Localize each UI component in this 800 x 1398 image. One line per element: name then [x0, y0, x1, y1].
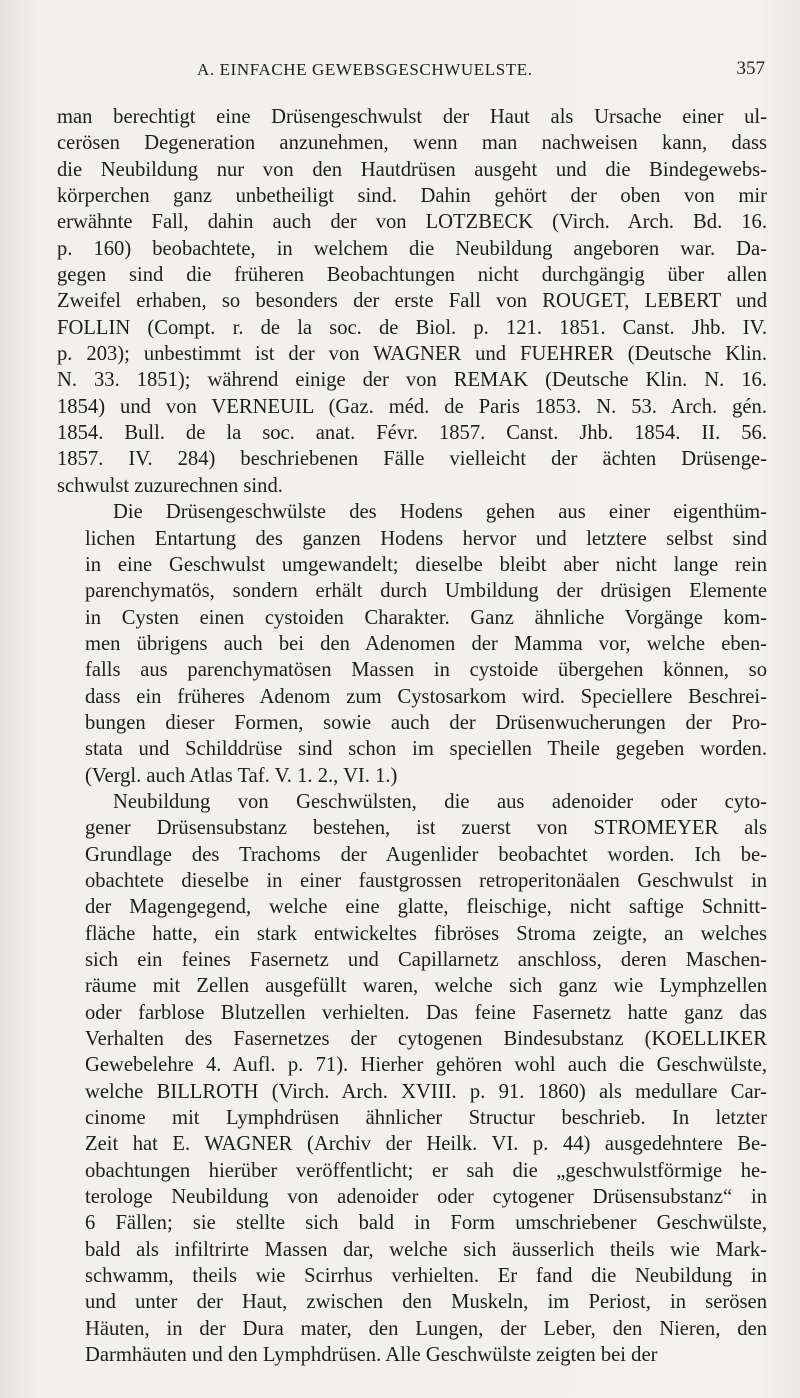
- text-line: p. 203); unbestimmt ist der von WAGNER und FUEHRER (Deutsche Klin.: [57, 343, 767, 366]
- paragraph: [57, 104, 767, 499]
- text-line: 1854. Bull. de la soc. anat. Févr. 1857. Canst. Jhb. 1854. II. 56.: [57, 422, 767, 445]
- text-line: lichen Entartung des ganzen Hodens hervor und letztere selbst sind: [85, 527, 767, 550]
- text-line: in Cysten einen cystoiden Charakter. Ganz ähnliche Vorgänge kom-: [85, 606, 767, 629]
- text-line: men übrigens auch bei den Adenomen der Mamma vor, welche eben-: [85, 632, 767, 655]
- text-line: fläche hatte, ein stark entwickeltes fibröses Stroma zeigte, an welches: [85, 922, 767, 945]
- text-line: obachtungen hierüber veröffentlicht; er sah die „geschwulstförmige he-: [85, 1159, 767, 1182]
- text-line: Verhalten des Fasernetzes der cytogenen Bindesubstanz (KOELLIKER: [85, 1028, 767, 1051]
- text-line: oder farblose Blutzellen verhielten. Das feine Fasernetz hatte ganz das: [85, 1001, 767, 1024]
- text-line: cinome mit Lymphdrüsen ähnlicher Structur beschrieb. In letzter: [85, 1107, 767, 1130]
- text-line: bungen dieser Formen, sowie auch der Drüsenwucherungen der Pro-: [85, 711, 767, 734]
- text-line: cerösen Degeneration anzunehmen, wenn man nachweisen kann, dass: [57, 132, 767, 155]
- text-line: gegen sind die früheren Beobachtungen nicht durchgängig über allen: [57, 264, 767, 287]
- running-head: A. EINFACHE GEWEBSGESCHWUELSTE.: [197, 60, 533, 79]
- text-line: sich ein feines Fasernetz und Capillarnetz anschloss, deren Maschen-: [85, 949, 767, 971]
- text-line: Die Drüsengeschwülste des Hodens gehen aus einer eigenthüm-: [113, 501, 767, 524]
- text-line: erwähnte Fall, dahin auch der von LOTZBECK (Virch. Arch. Bd. 16.: [57, 211, 767, 234]
- text-line: schwamm, theils wie Scirrhus verhielten. Er fand die Neubildung in: [85, 1265, 767, 1288]
- text-line: dass ein früheres Adenom zum Cystosarkom wird. Speciellere Beschrei-: [85, 685, 767, 708]
- text-line: die Neubildung nur von den Hautdrüsen ausgeht und die Bindegewebs-: [57, 158, 767, 181]
- text-line: räume mit Zellen ausgefüllt waren, welche sich ganz wie Lymphzellen: [85, 975, 767, 998]
- body-text: [57, 104, 767, 1369]
- text-line: (Vergl. auch Atlas Taf. V. 1. 2., VI. 1.): [85, 764, 398, 787]
- text-line: und unter der Haut, zwischen den Muskeln, im Periost, in serösen: [85, 1291, 767, 1314]
- text-line: Grundlage des Trachoms der Augenlider beobachtet worden. Ich be-: [85, 843, 767, 866]
- text-line: man berechtigt eine Drüsengeschwulst der Haut als Ursache einer ul-: [57, 106, 767, 128]
- page-number: 357: [736, 58, 765, 79]
- text-line: gener Drüsensubstanz bestehen, ist zuerst von STROMEYER als: [85, 817, 767, 840]
- text-line: 6 Fällen; sie stellte sich bald in Form umschriebener Geschwülste,: [85, 1212, 767, 1235]
- text-line: der Magengegend, welche eine glatte, fleischige, nicht saftige Schnitt-: [85, 896, 767, 919]
- text-line: Neubildung von Geschwülsten, die aus adenoider oder cyto-: [113, 790, 767, 813]
- text-line: Zeit hat E. WAGNER (Archiv der Heilk. VI. p. 44) ausgedehntere Be-: [85, 1133, 767, 1156]
- text-line: Gewebelehre 4. Aufl. p. 71). Hierher gehören wohl auch die Geschwülste,: [85, 1054, 767, 1077]
- text-line: körperchen ganz unbetheiligt sind. Dahin gehört der oben von mir: [57, 185, 767, 208]
- text-line: Häuten, in der Dura mater, den Lungen, der Leber, den Nieren, den: [85, 1317, 767, 1340]
- text-line: obachtete dieselbe in einer faustgrossen retroperitonäalen Geschwulst in: [85, 869, 767, 892]
- text-line: Darmhäuten und den Lymphdrüsen. Alle Geschwülste zeigten bei der: [85, 1344, 658, 1367]
- text-line: terologe Neubildung von adenoider oder cytogener Drüsensubstanz“ in: [85, 1186, 767, 1209]
- text-line: stata und Schilddrüse sind schon im speciellen Theile gegeben worden.: [85, 738, 767, 761]
- text-line: N. 33. 1851); während einige der von REMAK (Deutsche Klin. N. 16.: [57, 369, 767, 392]
- text-line: schwulst zuzurechnen sind.: [57, 474, 283, 497]
- paragraph: [57, 499, 767, 789]
- text-line: parenchymatös, sondern erhält durch Umbildung der drüsigen Elemente: [85, 580, 767, 603]
- paragraph: [57, 789, 767, 1369]
- text-line: FOLLIN (Compt. r. de la soc. de Biol. p. 121. 1851. Canst. Jhb. IV.: [57, 316, 767, 339]
- text-line: falls aus parenchymatösen Massen in cystoide übergehen können, so: [85, 659, 767, 682]
- text-line: Zweifel erhaben, so besonders der erste Fall von ROUGET, LEBERT und: [57, 290, 767, 313]
- text-line: p. 160) beobachtete, in welchem die Neubildung angeboren war. Da-: [57, 237, 767, 260]
- text-line: in eine Geschwulst umgewandelt; dieselbe bleibt aber nicht lange rein: [85, 553, 767, 576]
- text-line: 1857. IV. 284) beschriebenen Fälle vielleicht der ächten Drüsenge-: [57, 448, 767, 471]
- text-line: 1854) und von VERNEUIL (Gaz. méd. de Paris 1853. N. 53. Arch. gén.: [57, 395, 767, 418]
- text-line: welche BILLROTH (Virch. Arch. XVIII. p. 91. 1860) als medullare Car-: [85, 1080, 767, 1103]
- text-line: bald als infiltrirte Massen dar, welche sich äusserlich theils wie Mark-: [85, 1238, 767, 1261]
- page-header: [197, 60, 765, 88]
